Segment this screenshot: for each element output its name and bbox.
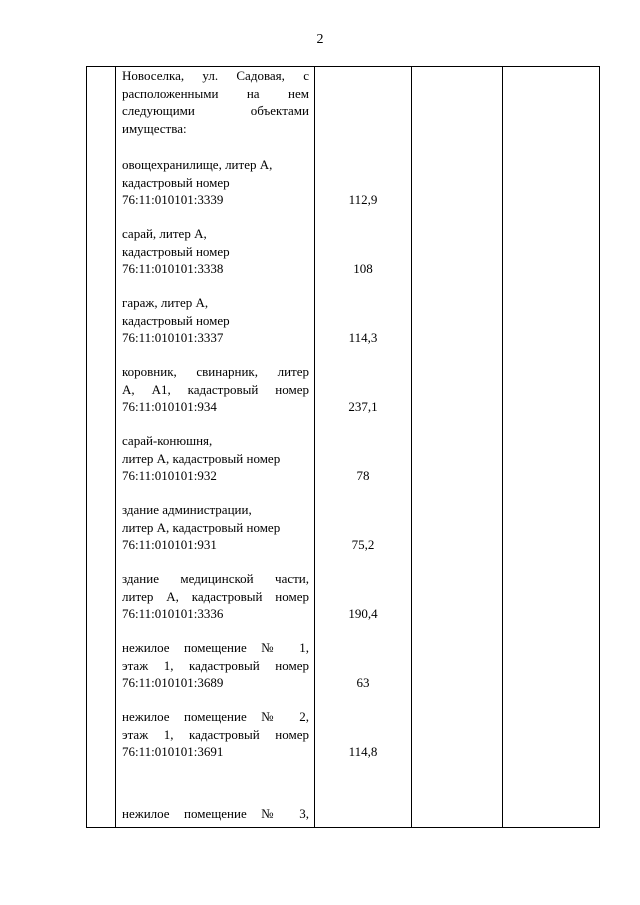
- item-line: 76:11:010101:3339: [122, 192, 224, 207]
- item-line: 76:11:010101:934: [122, 399, 217, 414]
- description-cell: [116, 67, 315, 828]
- area-value: 78: [356, 468, 370, 483]
- item-line: сарай, литер А,: [122, 226, 207, 241]
- area-value: 108: [353, 261, 373, 276]
- intro-line: следующими объектами: [122, 103, 309, 118]
- area-value: 114,8: [348, 744, 378, 759]
- trailing-line: нежилое помещение № 3,: [122, 806, 309, 821]
- number-cell: [87, 67, 116, 828]
- intro-line: расположенными на нем: [122, 85, 309, 101]
- area-value: 112,9: [348, 192, 378, 207]
- item-line: этаж 1, кадастровый номер: [122, 726, 309, 742]
- spacer: [122, 692, 309, 709]
- item-line: этаж 1, кадастровый номер: [122, 657, 309, 673]
- item-line: сарай-конюшня,: [122, 433, 213, 448]
- item-line: здание медицинской части,: [122, 571, 309, 586]
- page-number: 2: [316, 32, 324, 47]
- intro-line: Новоселка, ул. Садовая, с: [122, 68, 309, 83]
- item-line: кадастровый номер: [122, 312, 230, 328]
- item-line: нежилое помещение № 1,: [122, 640, 309, 655]
- item-line: 76:11:010101:3337: [122, 330, 224, 345]
- item-line: гараж, литер А,: [122, 295, 209, 310]
- table-row: [87, 67, 600, 828]
- property-table: [86, 66, 600, 828]
- item-line: литер А, кадастровый номер: [122, 588, 309, 604]
- spacer: [122, 278, 309, 295]
- item-line: 76:11:010101:931: [122, 537, 217, 552]
- area-value: 190,4: [348, 606, 378, 621]
- item-line: здание администрации,: [122, 502, 252, 517]
- description-text: [116, 67, 314, 823]
- item-line: коровник, свинарник, литер: [122, 364, 309, 379]
- intro-line: имущества:: [122, 120, 187, 136]
- spacer: [122, 485, 309, 502]
- spacer: [122, 761, 309, 806]
- area-value: 75,2: [351, 537, 375, 552]
- item-line: 76:11:010101:932: [122, 468, 217, 483]
- item-line: нежилое помещение № 2,: [122, 709, 309, 724]
- item-line: 76:11:010101:3691: [122, 744, 224, 759]
- area-value: 237,1: [348, 399, 378, 414]
- item-line: литер А, кадастровый номер: [122, 519, 281, 535]
- spacer: [122, 209, 309, 226]
- area-value: 63: [356, 675, 370, 690]
- item-line: 76:11:010101:3336: [122, 606, 224, 621]
- spacer: [122, 137, 309, 156]
- spacer: [122, 554, 309, 571]
- item-line: 76:11:010101:3338: [122, 261, 224, 276]
- spacer: [122, 623, 309, 640]
- spacer: [122, 416, 309, 433]
- item-line: А, А1, кадастровый номер: [122, 381, 309, 397]
- item-line: кадастровый номер: [122, 243, 230, 259]
- item-line: кадастровый номер: [122, 174, 230, 190]
- empty-cell: [412, 67, 503, 828]
- empty-cell: [503, 67, 600, 828]
- item-line: 76:11:010101:3689: [122, 675, 224, 690]
- item-line: литер А, кадастровый номер: [122, 450, 281, 466]
- spacer: [122, 347, 309, 364]
- area-value: 114,3: [348, 330, 378, 345]
- item-line: овощехранилище, литер А,: [122, 157, 273, 172]
- area-cell: [315, 67, 412, 828]
